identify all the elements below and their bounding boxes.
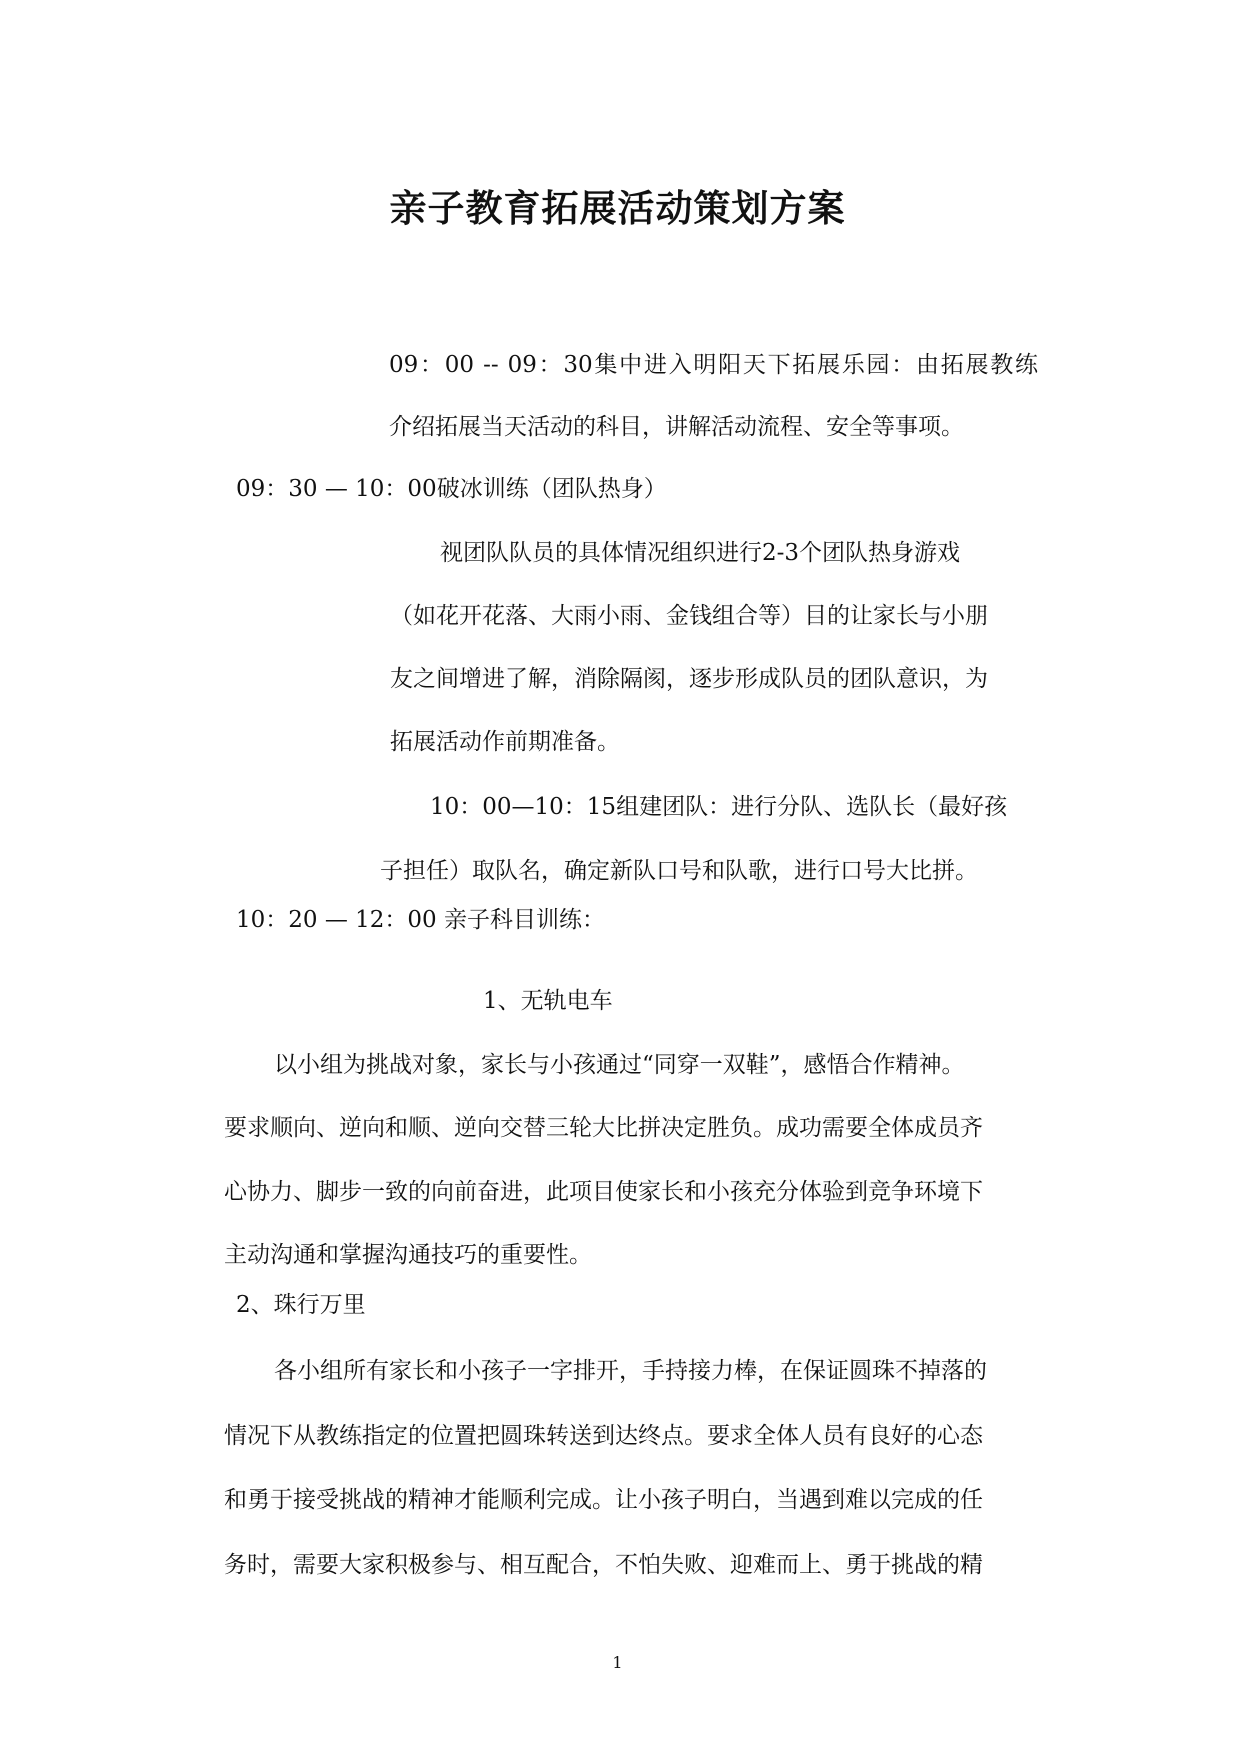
section-heading: 1、无轨电车 <box>483 988 613 1014</box>
text-line: 要求顺向、逆向和顺、逆向交替三轮大比拼决定胜负。成功需要全体成员齐 <box>224 1115 983 1141</box>
document-title: 亲子教育拓展活动策划方案 <box>389 187 846 230</box>
text-line: 10：00—10：15组建团队：进行分队、选队长（最好孩 <box>430 794 1008 820</box>
text-line: 务时，需要大家积极参与、相互配合，不怕失败、迎难而上、勇于挑战的精 <box>224 1552 983 1578</box>
text-line: 09：30 — 10：00破冰训练（团队热身） <box>236 476 667 502</box>
page-number: 1 <box>612 1653 623 1672</box>
text-line: 10：20 — 12：00 亲子科目训练： <box>236 907 605 933</box>
text-line: 心协力、脚步一致的向前奋进，此项目使家长和小孩充分体验到竞争环境下 <box>224 1179 983 1205</box>
text-line: 介绍拓展当天活动的科目，讲解活动流程、安全等事项。 <box>389 414 964 440</box>
section-heading: 2、珠行万里 <box>236 1292 366 1318</box>
text-line: 拓展活动作前期准备。 <box>390 729 620 755</box>
text-line: 以小组为挑战对象，家长与小孩通过“同穿一双鞋”，感悟合作精神。 <box>274 1052 965 1078</box>
text-line: 和勇于接受挑战的精神才能顺利完成。让小孩子明白，当遇到难以完成的任 <box>224 1487 983 1513</box>
text-line: 子担任）取队名，确定新队口号和队歌，进行口号大比拼。 <box>380 858 978 884</box>
text-line: （如花开花落、大雨小雨、金钱组合等）目的让家长与小朋 <box>390 603 988 629</box>
text-line: 视团队队员的具体情况组织进行2-3个团队热身游戏 <box>440 540 961 566</box>
text-line: 09：00 -- 09：30集中进入明阳天下拓展乐园：由拓展教练 <box>389 352 1038 378</box>
text-line: 主动沟通和掌握沟通技巧的重要性。 <box>224 1242 592 1268</box>
text-line: 友之间增进了解，消除隔阂，逐步形成队员的团队意识，为 <box>390 666 988 692</box>
text-line: 各小组所有家长和小孩子一字排开，手持接力棒，在保证圆珠不掉落的 <box>274 1358 987 1384</box>
text-line: 情况下从教练指定的位置把圆珠转送到达终点。要求全体人员有良好的心态 <box>224 1423 983 1449</box>
